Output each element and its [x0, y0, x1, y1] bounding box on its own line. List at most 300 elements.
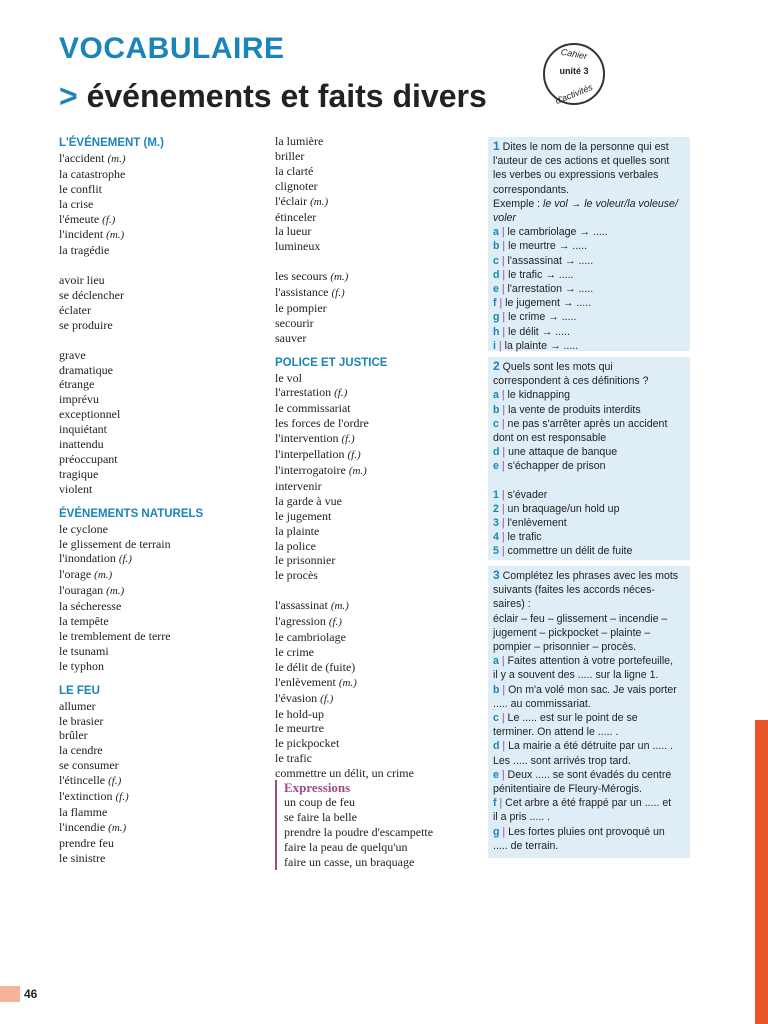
vocab-word: allumer: [59, 698, 96, 713]
vocab-item: [59, 182, 259, 197]
vocab-word: le trafic: [275, 751, 312, 766]
vocab-item: [275, 285, 475, 301]
vocab-item: [275, 239, 475, 254]
separator-bar: |: [498, 531, 508, 544]
exercise-item-text: il a pris ..... .: [493, 811, 551, 824]
exercise-instruction: [493, 139, 687, 154]
exercise-instruction-text: Dites le nom de la personne qui est: [502, 141, 669, 153]
exercise-item-letter: 2: [493, 502, 499, 515]
vocab-word: la cendre: [59, 743, 103, 758]
vocab-item: [275, 675, 475, 691]
exercise-item-letter: h: [493, 325, 500, 338]
vocab-item: [275, 371, 475, 386]
vocab-item: [275, 431, 475, 447]
vocab-item: [59, 789, 259, 805]
exercise-item-letter: a: [493, 389, 499, 402]
exercise-example-cont: voler: [493, 212, 516, 225]
exercise-item-text: s'évader: [507, 488, 548, 501]
vocab-item: [275, 401, 475, 416]
exercise-number: 2: [493, 359, 500, 373]
exercise-item: [493, 488, 687, 502]
separator-bar: |: [496, 797, 506, 810]
exercise-item-letter: a: [493, 226, 499, 239]
vocab-word: l'assassinat: [275, 598, 328, 613]
separator-bar: |: [498, 502, 508, 515]
exercise-instruction: [493, 168, 687, 182]
vocab-item: [275, 194, 475, 210]
vocab-item: [59, 212, 259, 228]
vocab-item: [275, 331, 475, 346]
vocab-item: [59, 644, 259, 659]
vocab-word: la lueur: [275, 224, 312, 239]
exercise-item-text: le trafic: [507, 531, 542, 544]
vocab-item: se faire la belle: [284, 810, 357, 824]
vocab-item: [275, 164, 475, 179]
separator-bar: |: [499, 311, 509, 324]
vocab-gender: (f.): [334, 387, 348, 400]
exercise-item-text: la vente de produits interdits: [508, 403, 641, 416]
page-number: 46: [24, 987, 38, 1001]
section-heading: LE FEU: [59, 684, 100, 697]
exercise-item: [493, 668, 687, 682]
vocab-item: [59, 659, 259, 674]
exercise-item-text: Cet arbre a été frappé par un ..... et: [505, 797, 672, 810]
exercise-instruction-text: éclair – feu – glissement – incendie –: [493, 612, 668, 625]
vocab-item: [275, 316, 475, 331]
vocab-word: le jugement: [275, 508, 332, 523]
exercise-item-text: le jugement → .....: [505, 297, 592, 310]
exercise-item-text: la plainte → .....: [504, 339, 579, 352]
vocab-item: [59, 151, 259, 167]
vocab-item: faire un casse, un braquage: [284, 855, 415, 869]
vocab-item: [59, 537, 259, 552]
vocab-item: [59, 629, 259, 644]
vocab-item: tragique: [59, 466, 99, 481]
exercise-item-letter: d: [493, 446, 500, 459]
exercise-item: [493, 516, 687, 530]
vocab-word: le brasier: [59, 713, 104, 728]
vocab-gender: (m.): [330, 600, 349, 613]
exercise-item-text: une attaque de banque: [508, 446, 618, 459]
exercise-item: [493, 388, 687, 402]
vocab-word: le délit de (fuite): [275, 659, 356, 674]
separator-bar: |: [499, 740, 509, 753]
stamp-bottom: d'activités: [553, 82, 595, 106]
vocab-item: [275, 301, 475, 316]
separator-bar: |: [498, 768, 508, 781]
vocab-word: le commissariat: [275, 401, 351, 416]
exercise-instruction-text: saires) :: [493, 598, 531, 611]
separator-bar: |: [498, 655, 508, 668]
exercise-item: [493, 431, 687, 445]
exercise-instruction-text: correspondent à ces définitions ?: [493, 375, 649, 388]
section-heading: POLICE ET JUSTICE: [275, 356, 388, 369]
subtitle-arrow: >: [59, 78, 78, 114]
separator-bar: |: [498, 545, 508, 558]
exercise-instruction-text: Quels sont les mots qui: [502, 361, 613, 373]
vocab-item: [59, 551, 259, 567]
exercise-item: [493, 502, 687, 516]
exercise-item-letter: g: [493, 825, 500, 838]
exercise-item: [493, 754, 687, 768]
vocab-gender: (m.): [94, 569, 113, 582]
vocab-word: étinceler: [275, 209, 317, 224]
vocab-gender: (f.): [118, 553, 132, 566]
exercise-item-text: l'enlèvement: [507, 517, 567, 530]
vocab-word: se consumer: [59, 758, 119, 773]
exercise-item-text: le meurtre → .....: [508, 240, 588, 253]
vocab-item: [275, 479, 475, 494]
exercise-item-letter: f: [493, 297, 497, 310]
exercise-item-letter: 4: [493, 531, 499, 544]
exercise-item: [493, 768, 687, 782]
vocab-item: [59, 197, 259, 212]
exercise-item: [493, 325, 687, 339]
exercise-item-text: le kidnapping: [507, 389, 570, 402]
vocab-word: la flamme: [59, 804, 108, 819]
vocab-word: l'interpellation: [275, 447, 345, 462]
vocab-item: [275, 416, 475, 431]
vocab-word: l'incendie: [59, 819, 106, 834]
page-subtitle: [59, 78, 487, 115]
vocab-gender: (m.): [106, 229, 125, 242]
exercise-instruction: [493, 583, 687, 597]
exercise-item: [493, 459, 687, 473]
vocab-item: [275, 509, 475, 524]
exercise-item-letter: b: [493, 403, 500, 416]
separator-bar: |: [499, 446, 509, 459]
exercise-item-text: s'échapper de prison: [507, 460, 606, 473]
vocab-item: préoccupant: [59, 452, 118, 466]
exercise-item: [493, 739, 687, 753]
vocab-item: se déclencher: [59, 288, 124, 303]
exercise-item-letter: d: [493, 740, 500, 753]
vocab-word: l'interrogatoire: [275, 463, 346, 478]
vocab-word: la clarté: [275, 163, 314, 178]
vocab-word: secourir: [275, 315, 314, 330]
exercise-item: [493, 225, 687, 239]
vocab-gender: (m.): [106, 585, 125, 598]
vocab-word: l'arrestation: [275, 385, 332, 400]
vocab-gender: (m.): [107, 152, 126, 165]
vocab-word: le cyclone: [59, 521, 108, 536]
separator-bar: |: [498, 389, 508, 402]
expressions-heading: Expressions: [284, 780, 351, 795]
vocab-item: [59, 758, 259, 773]
vocab-item: violent: [59, 481, 93, 496]
exercise-item-letter: c: [493, 254, 499, 267]
vocab-word: la garde à vue: [275, 493, 342, 508]
vocab-word: sauver: [275, 330, 307, 345]
vocab-item: [275, 385, 475, 401]
vocab-word: le sinistre: [59, 850, 106, 865]
vocab-item: [275, 269, 475, 285]
vocab-item: [275, 736, 475, 751]
vocab-item: [275, 149, 475, 164]
separator-bar: |: [498, 712, 508, 725]
separator-bar: |: [495, 339, 505, 352]
vocab-item: inquiétant: [59, 422, 107, 437]
vocab-word: prendre feu: [59, 835, 114, 850]
subtitle-text: événements et faits divers: [86, 78, 487, 114]
vocab-word: le meurtre: [275, 721, 324, 736]
exercise-instruction-text: jugement – pickpocket – plainte –: [493, 626, 651, 639]
vocab-item: inattendu: [59, 437, 104, 452]
vocab-word: l'orage: [59, 567, 92, 582]
separator-bar: |: [498, 417, 508, 430]
vocab-item: exceptionnel: [59, 407, 121, 422]
exercise-instruction-text: suivants (faites les accords néces-: [493, 584, 655, 597]
cahier-activites-stamp: [543, 43, 605, 105]
exercise-instruction-text: correspondants.: [493, 183, 569, 196]
vocab-item: prendre la poudre d'escampette: [284, 825, 434, 839]
stamp-mid: unité 3: [559, 66, 589, 76]
vocab-item: [275, 598, 475, 614]
vocab-column-1: [59, 134, 259, 866]
vocab-item: [275, 224, 475, 239]
vocab-item: [59, 820, 259, 836]
vocab-item: [59, 699, 259, 714]
exercise-number: 1: [493, 139, 500, 153]
vocab-item: [59, 773, 259, 789]
exercise-item-text: dont on est responsable: [493, 432, 607, 445]
vocab-gender: (f.): [320, 692, 334, 705]
vocab-gender: (f.): [347, 449, 361, 462]
exercise-item-text: le délit → .....: [508, 325, 570, 338]
exercise-item-text: On m'a volé mon sac. Je vais porter: [508, 683, 677, 696]
exercise-item-text: le trafic → .....: [508, 268, 574, 281]
vocab-item: [275, 494, 475, 509]
vocab-gender: (f.): [341, 433, 355, 446]
vocab-item: [275, 614, 475, 630]
exercise-item-text: ne pas s'arrêter après un accident: [507, 417, 668, 430]
vocab-word: l'accident: [59, 150, 105, 165]
exercise-instruction: [493, 374, 687, 388]
vocab-item: faire la peau de quelqu'un: [284, 840, 408, 854]
vocab-item: [59, 167, 259, 182]
exercise-item-letter: d: [493, 268, 500, 281]
exercise-item-text: il y a souvent des ..... sur la ligne 1.: [493, 669, 659, 682]
vocab-item: [275, 447, 475, 463]
vocab-item: éclater: [59, 302, 91, 317]
vocab-word: la police: [275, 538, 316, 553]
exercise-item-letter: 1: [493, 488, 499, 501]
page-number-tab: [0, 986, 20, 1002]
vocab-word: la tragédie: [59, 243, 110, 258]
vocab-word: le typhon: [59, 658, 104, 673]
vocab-word: la catastrophe: [59, 166, 126, 181]
vocab-item: [59, 522, 259, 537]
exercise-item: [493, 544, 687, 558]
exercise-item-text: ..... au commissariat.: [493, 697, 591, 710]
vocab-word: le conflit: [59, 181, 102, 196]
exercise-item-text: Les fortes pluies ont provoqué un: [508, 825, 665, 838]
vocab-item: [59, 743, 259, 758]
exercise-item-letter: e: [493, 460, 499, 473]
vocab-word: le procès: [275, 568, 318, 583]
exercise-item: [493, 239, 687, 253]
vocab-item: [59, 583, 259, 599]
vocab-word: l'ouragan: [59, 583, 104, 598]
vocab-word: les forces de l'ordre: [275, 416, 369, 431]
vocab-word: le cambriolage: [275, 629, 346, 644]
vocab-item: [59, 599, 259, 614]
vocab-word: le pompier: [275, 300, 327, 315]
page-title: VOCABULAIRE: [59, 32, 285, 65]
vocab-word: la plainte: [275, 523, 320, 538]
exercise-instruction-text: l'auteur de ces actions et quelles sont: [493, 155, 670, 168]
vocab-item: [59, 851, 259, 866]
vocab-item: [59, 227, 259, 243]
exercise-item: [493, 445, 687, 459]
vocab-item: [275, 691, 475, 707]
exercise-item: [493, 796, 687, 810]
exercise-item: [493, 296, 687, 310]
exercise-instruction: [493, 626, 687, 640]
vocab-word: la lumière: [275, 134, 324, 148]
vocab-column-2: [275, 134, 475, 781]
vocab-gender: (m.): [310, 195, 329, 208]
vocab-item: [59, 714, 259, 729]
exercise-instruction: [493, 568, 687, 583]
vocab-gender: (f.): [328, 616, 342, 629]
expressions-box: [275, 780, 484, 870]
vocab-word: commettre un délit, un crime: [275, 766, 414, 781]
vocab-gender: (f.): [102, 213, 116, 226]
separator-bar: |: [499, 403, 509, 416]
exercise-item-letter: e: [493, 283, 499, 296]
vocab-item: [275, 660, 475, 675]
exercise-item-text: l'arrestation → .....: [507, 283, 594, 296]
vocab-item: dramatique: [59, 362, 113, 377]
exercise-item-letter: 3: [493, 517, 499, 530]
vocab-item: [275, 553, 475, 568]
vocab-item: imprévu: [59, 392, 99, 407]
vocab-item: un coup de feu: [284, 795, 355, 809]
vocab-word: la sécheresse: [59, 599, 122, 614]
exercise-item: [493, 254, 687, 268]
exercise-item: [493, 683, 687, 697]
separator-bar: |: [499, 240, 509, 253]
stamp-top: Cahier: [560, 46, 588, 62]
vocab-item: [59, 836, 259, 851]
exercise-item-text: l'assassinat → .....: [507, 254, 594, 267]
vocab-word: le hold-up: [275, 706, 324, 721]
exercise-instruction: [493, 154, 687, 168]
separator-bar: |: [498, 517, 508, 530]
exercise-item-letter: g: [493, 311, 500, 324]
exercise-item: [493, 711, 687, 725]
exercise-item: [493, 725, 687, 739]
exercise-item-text: Les ..... sont arrivés trop tard.: [493, 754, 631, 767]
exercise-item-letter: b: [493, 240, 500, 253]
vocab-word: clignoter: [275, 178, 318, 193]
exercise-instruction: [493, 359, 687, 374]
exercise-item-letter: c: [493, 712, 499, 725]
exercise-item-letter: f: [493, 797, 497, 810]
separator-bar: |: [498, 254, 508, 267]
vocab-word: l'enlèvement: [275, 674, 336, 689]
vocab-word: le glissement de terrain: [59, 536, 171, 551]
vocab-gender: (m.): [108, 821, 127, 834]
separator-bar: |: [499, 268, 509, 281]
vocab-item: [275, 539, 475, 554]
exercise-item-text: un braquage/un hold up: [507, 502, 620, 515]
exercise-item: [493, 282, 687, 296]
vocab-word: le prisonnier: [275, 553, 336, 568]
vocab-item: [275, 568, 475, 583]
vocab-gender: (f.): [115, 791, 129, 804]
exercise-item-text: terminer. On attend le ..... .: [493, 726, 619, 739]
exercise-item-text: le crime → .....: [508, 311, 577, 324]
exercise-item-text: La mairie a été détruite par un ..... .: [508, 740, 674, 753]
exercise-item-letter: 5: [493, 545, 499, 558]
exercise-2: [488, 357, 690, 560]
vocab-word: le tsunami: [59, 643, 109, 658]
exercise-item-text: Deux ..... se sont évadés du centre: [507, 768, 672, 781]
vocab-gender: (f.): [108, 775, 122, 788]
vocab-gender: (m.): [330, 271, 349, 284]
exercise-item-text: le cambriolage → .....: [507, 226, 608, 239]
vocab-word: l'extinction: [59, 789, 113, 804]
exercise-instruction-text: les verbes ou expressions verbales: [493, 169, 659, 182]
vocab-item: étrange: [59, 377, 95, 392]
vocab-word: lumineux: [275, 239, 321, 254]
exercise-1: [488, 137, 690, 351]
vocab-gender: (m.): [338, 676, 357, 689]
exercise-item-letter: c: [493, 417, 499, 430]
vocab-item: avoir lieu: [59, 273, 105, 288]
separator-bar: |: [499, 325, 509, 338]
exercise-number: 3: [493, 568, 500, 582]
vocab-word: briller: [275, 148, 305, 163]
exercise-item-text: Le ..... est sur le point de se: [507, 712, 638, 725]
section-heading: ÉVÉNEMENTS NATURELS: [59, 507, 204, 520]
separator-bar: |: [499, 825, 509, 838]
exercise-item-text: ..... de terrain.: [493, 839, 559, 852]
separator-bar: |: [499, 683, 509, 696]
exercise-item-letter: i: [493, 339, 496, 352]
vocab-word: le pickpocket: [275, 736, 340, 751]
exercise-item: [493, 697, 687, 711]
exercise-item-text: commettre un délit de fuite: [507, 545, 633, 558]
separator-bar: |: [498, 226, 508, 239]
separator-bar: |: [498, 460, 508, 473]
exercise-item-letter: e: [493, 768, 499, 781]
exercise-item-letter: a: [493, 655, 499, 668]
exercise-item: [493, 654, 687, 668]
vocab-item: [275, 210, 475, 225]
exercise-item: [493, 825, 687, 839]
vocab-word: brûler: [59, 728, 88, 743]
vocab-item: [59, 243, 259, 258]
vocab-word: l'inondation: [59, 551, 116, 566]
exercise-item: [493, 310, 687, 324]
vocab-word: l'incident: [59, 227, 104, 242]
vocab-word: l'agression: [275, 614, 326, 629]
exercise-item: [493, 403, 687, 417]
vocab-gender: (m.): [348, 465, 367, 478]
vocab-item: [275, 645, 475, 660]
vocab-item: [275, 463, 475, 479]
exercise-item: [493, 782, 687, 796]
vocab-item: [275, 179, 475, 194]
separator-bar: |: [498, 488, 508, 501]
vocab-item: grave: [59, 347, 86, 362]
exercise-example: Exemple : le vol → le voleur/la voleuse/: [493, 197, 678, 210]
page-edge-tab: [755, 720, 768, 1024]
vocab-item: [59, 614, 259, 629]
